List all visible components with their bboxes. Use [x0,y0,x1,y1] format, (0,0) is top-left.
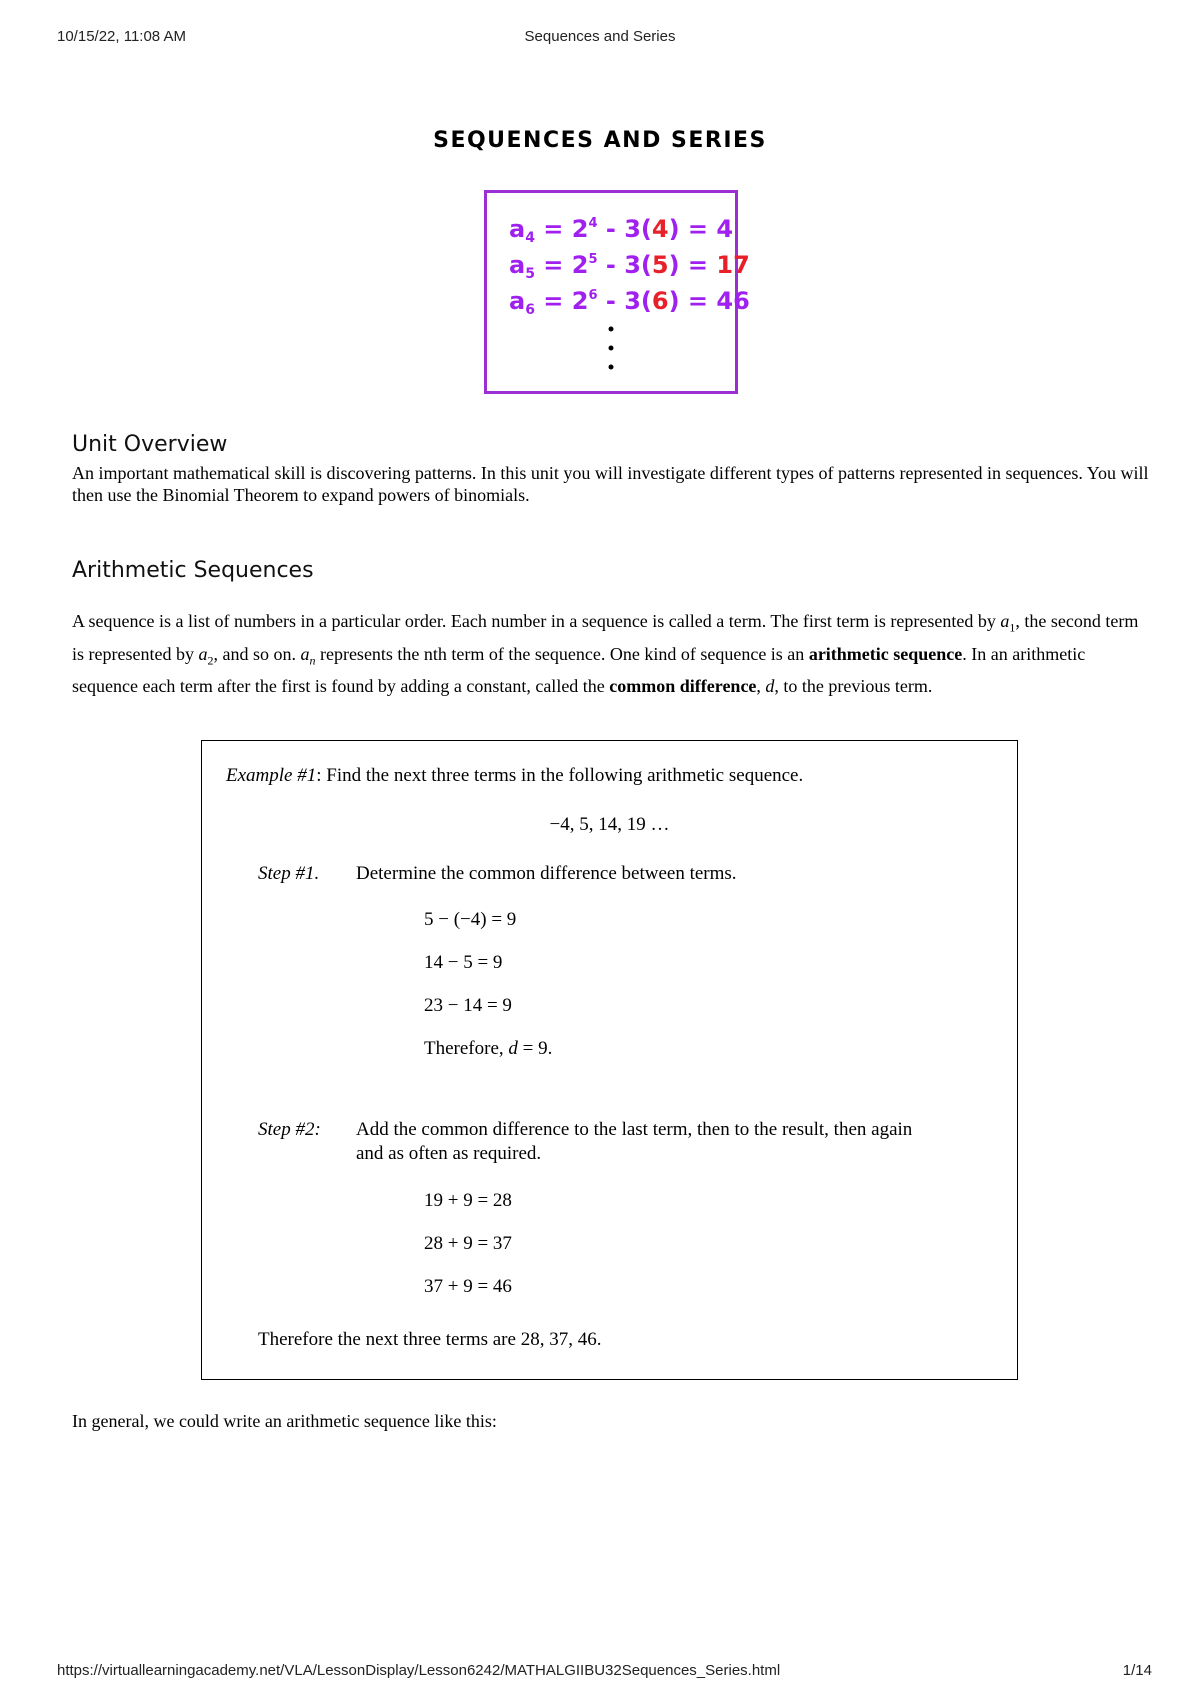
ellipsis-dot [609,365,614,370]
step-1-label: Step #1. [258,863,320,884]
step-2-label: Step #2: [258,1119,321,1140]
ellipsis-dot [609,346,614,351]
step-1-text: Determine the common difference between terms. [356,863,737,884]
unit-overview-text: An important mathematical skill is discovering patterns. In this unit you will investigate different types of patterns represented in sequences. You will then use the Binomial Theorem to expand powers of binomials. [72,463,1149,505]
formula-line-3: $a_6 = 2^6 - 3(6) = 46$ [509,287,750,318]
step-1-equation: 14 − 5 = 9 [424,952,503,973]
term-arithmetic-sequence: arithmetic sequence [808,643,963,664]
step-2-equation: 19 + 9 = 28 [424,1190,512,1211]
formula-line-2: $a_5 = 2^5 - 3(5) = 17$ [509,251,750,282]
step-1-equation: 23 − 14 = 9 [424,995,512,1016]
sequence-formula-figure [484,190,750,394]
print-title: Sequences and Series [524,28,676,45]
page-title: SEQUENCES AND SERIES [433,128,767,153]
step-2-equation: 28 + 9 = 37 [424,1233,512,1254]
arithmetic-heading: Arithmetic Sequences [72,558,314,583]
step-2-equation: 37 + 9 = 46 [424,1276,512,1297]
ellipsis-dot [609,327,614,332]
print-datetime: 10/15/22, 11:08 AM [57,28,186,45]
example-conclusion: Therefore the next three terms are 28, 37, 46. [258,1329,602,1350]
arithmetic-definition: A sequence is a list of numbers in a particular order. Each number in a sequence is called a term. The first term is represented by $a_1$, the second term is represented by $a_2$, and so on. $a_n$ represents the nth term of the sequence. One kind of sequence is an arithmetic sequence. In an arithmetic sequence each term after the first is found by adding a constant, called the common difference, d, to the previous term. [72,611,1139,697]
example-sequence: −4, 5, 14, 19 … [549,814,670,835]
step-1-equation: 5 − (−4) = 9 [424,909,517,930]
example-prompt: Example #1: Find the next three terms in the following arithmetic sequence. [226,765,804,786]
page-url: https://virtuallearningacademy.net/VLA/LessonDisplay/Lesson6242/MATHALGIIBU32Sequences_Series.html [57,1662,781,1679]
formula-drawing [487,193,750,391]
closing-paragraph: In general, we could write an arithmetic sequence like this: [72,1411,497,1431]
step-2-text-line-1: Add the common difference to the last term, then to the result, then again [356,1119,913,1140]
formula-line-1: $a_4 = 2^4 - 3(4) = 4$ [509,215,734,246]
term-common-difference: common difference [609,676,757,697]
unit-overview-heading: Unit Overview [72,432,228,457]
step-1-conclusion: Therefore, d = 9. [424,1038,553,1059]
example-box [201,740,1018,1380]
step-2-text-line-2: and as often as required. [356,1143,542,1164]
page-number: 1/14 [1122,1662,1152,1679]
